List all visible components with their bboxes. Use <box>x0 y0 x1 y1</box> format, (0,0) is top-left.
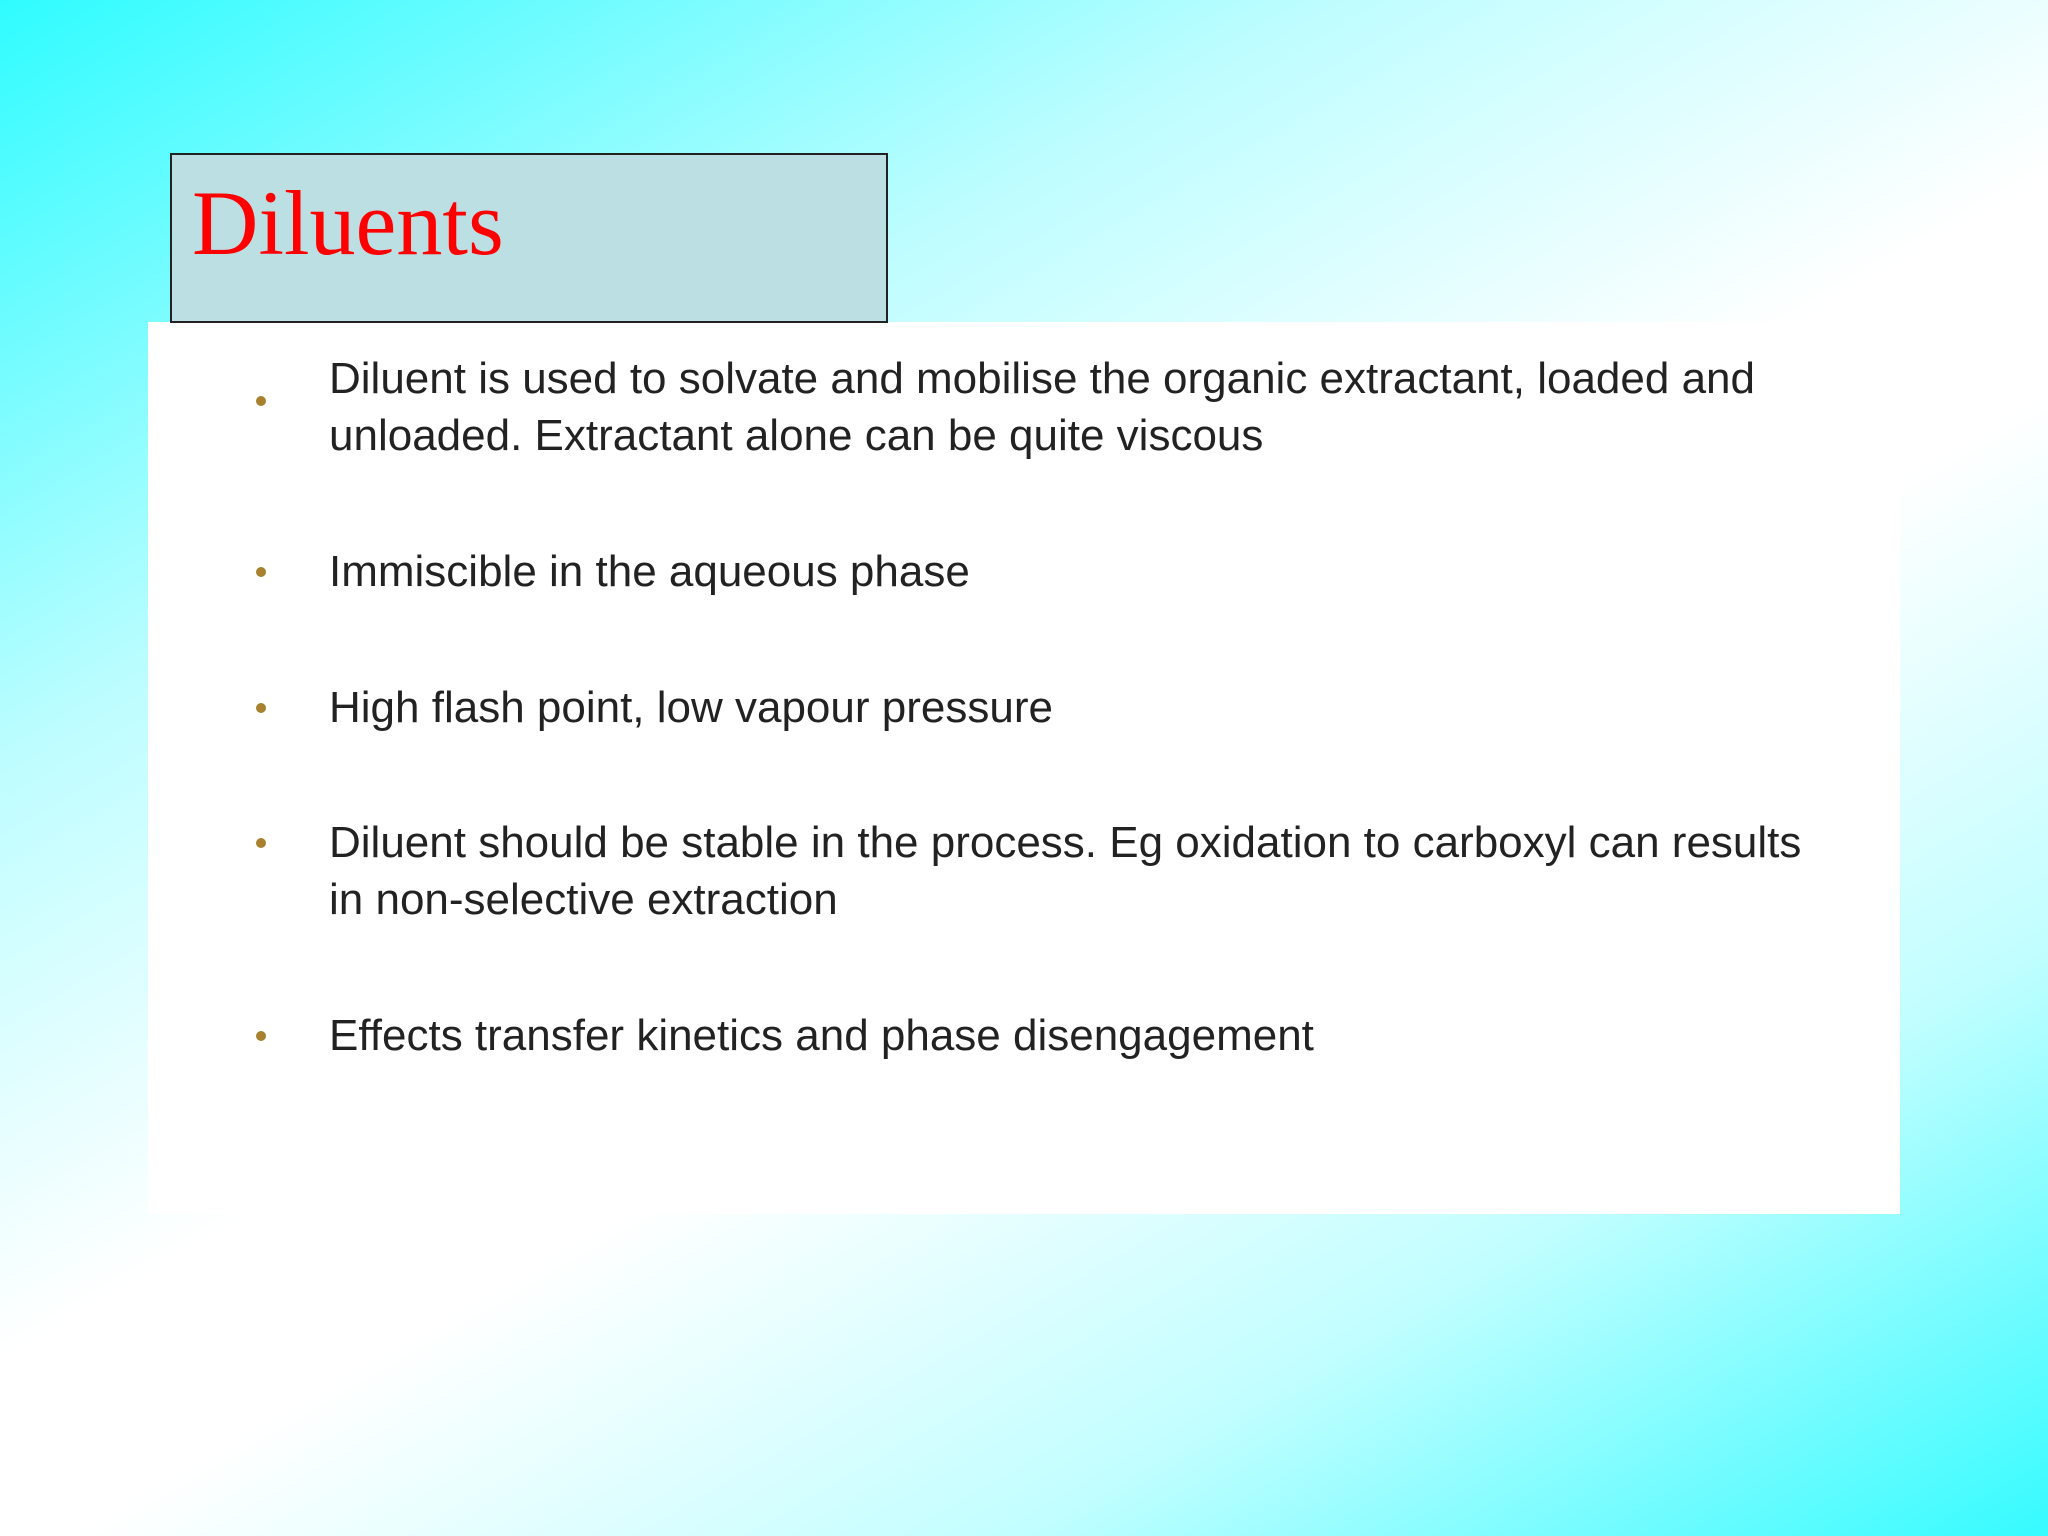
bullet-icon <box>256 1031 266 1041</box>
bullet-text: Immiscible in the aqueous phase <box>329 547 970 596</box>
bullet-icon <box>256 396 266 406</box>
page-title: Diluents <box>192 172 504 274</box>
bullet-icon <box>256 703 266 713</box>
bullet-text: Diluent is used to solvate and mobilise the organic extractant, loaded and unloaded. Extractant alone can be quite viscous <box>329 354 1755 460</box>
bullet-icon <box>256 567 266 577</box>
bullet-icon <box>256 838 266 848</box>
bullet-text: Diluent should be stable in the process. Eg oxidation to carboxyl can results in non-selective extraction <box>329 818 1802 924</box>
bullet-text: Effects transfer kinetics and phase disengagement <box>329 1011 1314 1060</box>
bullet-text: High flash point, low vapour pressure <box>329 683 1053 732</box>
content-panel <box>148 322 1900 1214</box>
title-box <box>170 153 888 323</box>
